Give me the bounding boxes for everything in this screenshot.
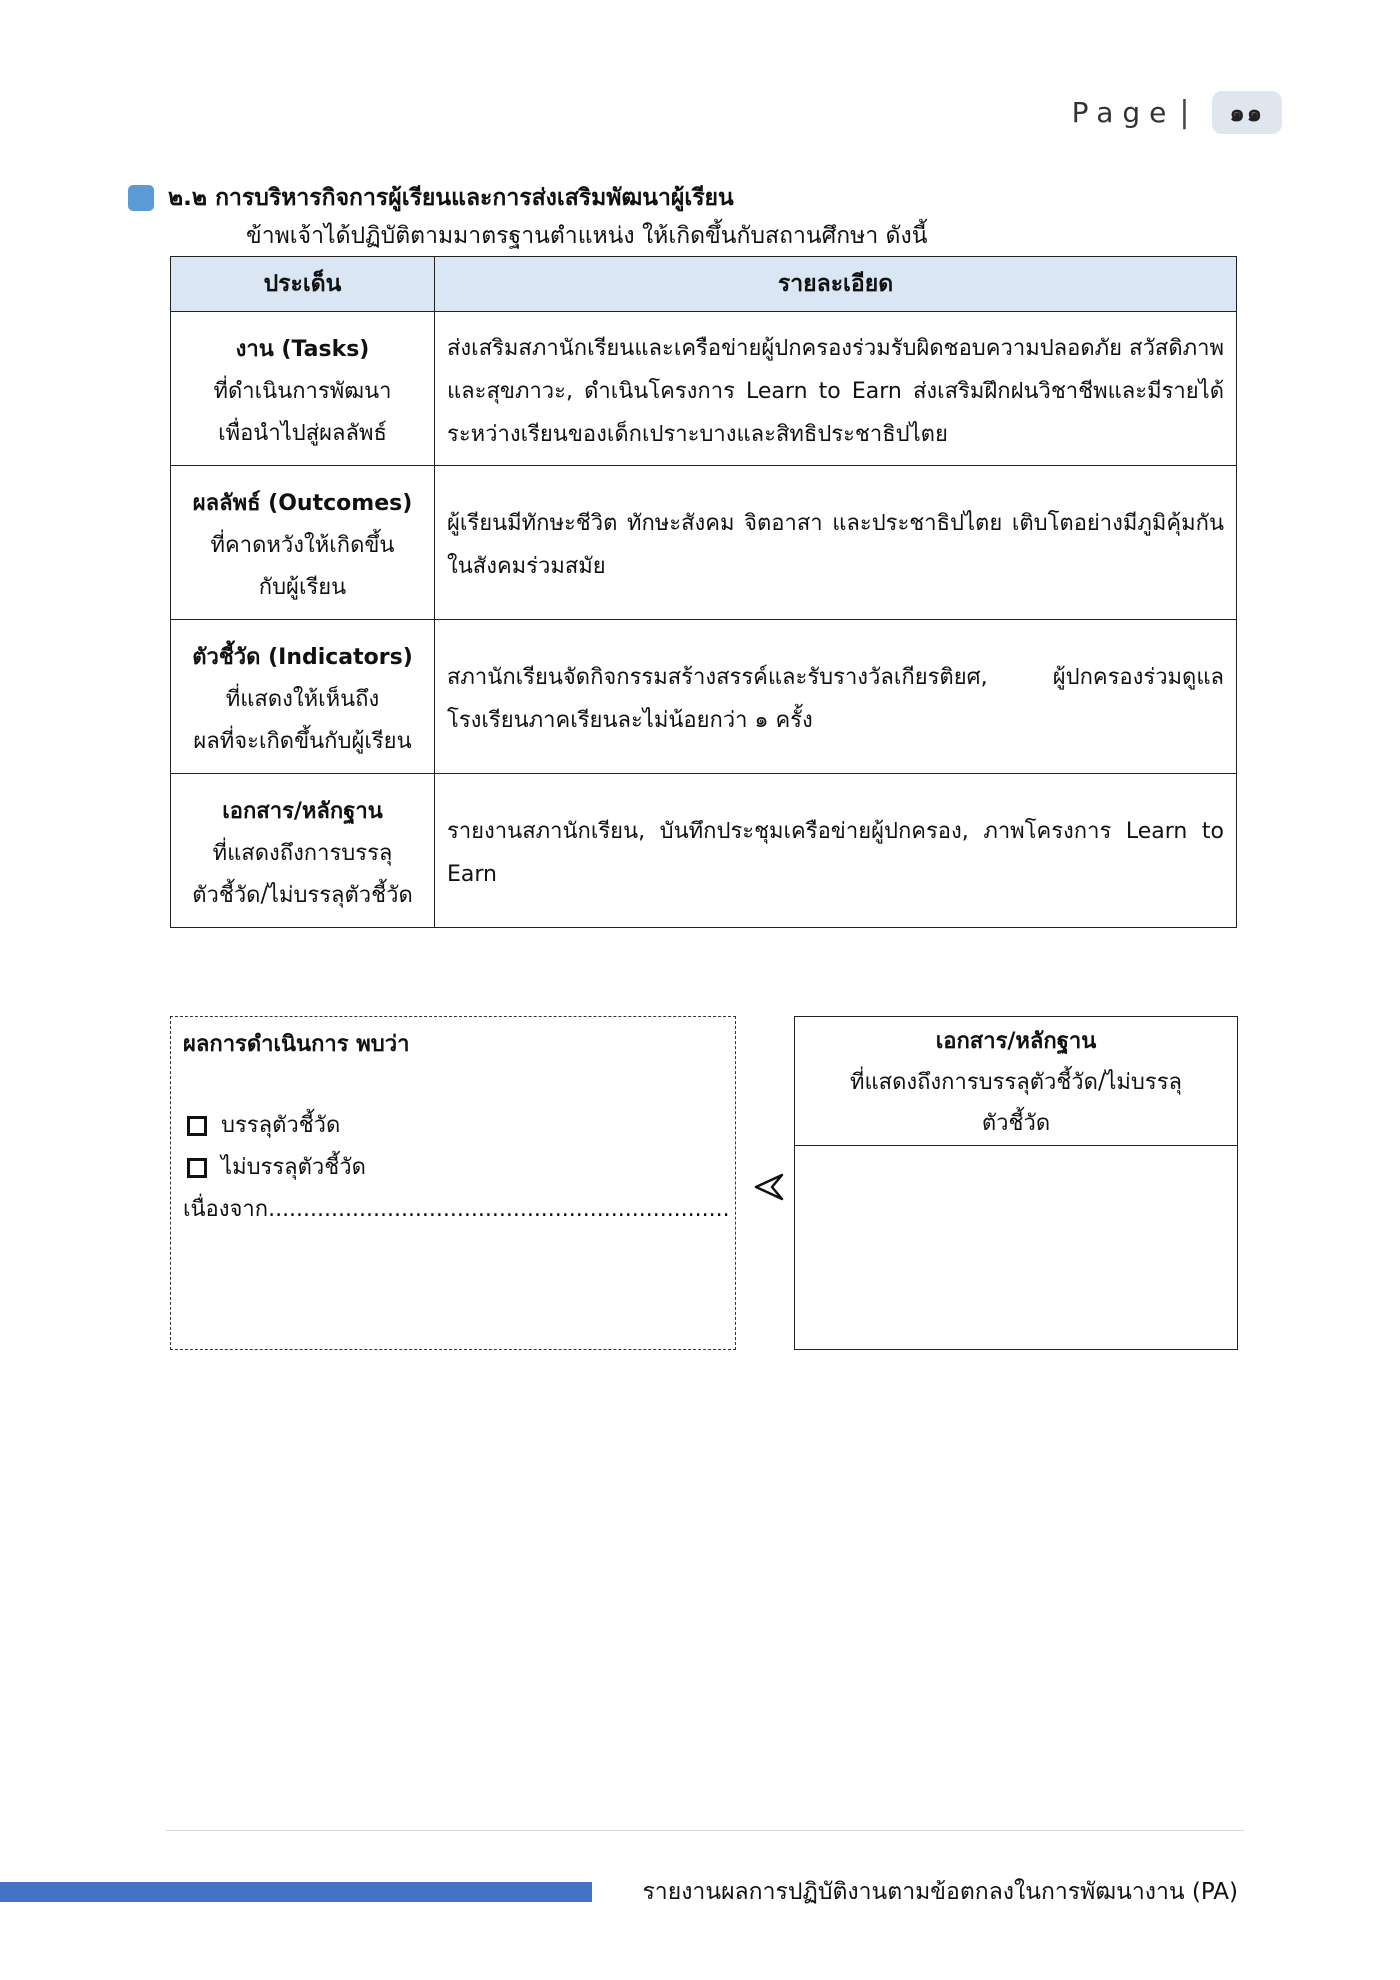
- row-label: [171, 312, 435, 466]
- page-number-badge: ๑๑: [1212, 91, 1282, 134]
- row-detail: ผู้เรียนมีทักษะชีวิต ทักษะสังคม จิตอาสา และประชาธิปไตย เติบโตอย่างมีภูมิคุ้มกันในสังคมร่วมสมัย: [435, 466, 1237, 620]
- row-label: [171, 620, 435, 774]
- evidence-line: ตัวชี้วัด: [981, 1111, 1051, 1136]
- reason-line: เนื่องจาก..................................................................: [183, 1197, 730, 1222]
- evidence-box: [794, 1016, 1238, 1350]
- row-label-sub: ผลที่จะเกิดขึ้นกับผู้เรียน: [193, 729, 412, 754]
- row-label-sub: ที่แสดงให้เห็นถึง: [225, 687, 380, 712]
- option-not-achieved: [183, 1147, 723, 1189]
- page-word: Page: [1071, 95, 1176, 129]
- row-label-sub: ที่แสดงถึงการบรรลุ: [212, 841, 393, 866]
- arrow-left-icon: [754, 1172, 784, 1210]
- header-detail: รายละเอียด: [435, 257, 1237, 312]
- table-row: [171, 620, 1237, 774]
- not-achieved-checkbox[interactable]: [187, 1158, 207, 1178]
- row-label-sub: ที่คาดหวังให้เกิดขึ้น: [210, 533, 395, 558]
- table-header-row: [171, 257, 1237, 312]
- row-detail: สภานักเรียนจัดกิจกรรมสร้างสรรค์และรับรางวัลเกียรติยศ, ผู้ปกครองร่วมดูแลโรงเรียนภาคเรียนละไม่น้อยกว่า ๑ ครั้ง: [435, 620, 1237, 774]
- section-intro: ข้าพเจ้าได้ปฏิบัติตามมาตรฐานตำแหน่ง ให้เกิดขึ้นกับสถานศึกษา ดังนี้: [246, 223, 928, 249]
- row-label-lead: ผลลัพธ์ (Outcomes): [192, 491, 413, 516]
- row-label-lead: เอกสาร/หลักฐาน: [222, 799, 383, 824]
- result-heading: ผลการดำเนินการ พบว่า: [183, 1032, 410, 1057]
- table-row: [171, 312, 1237, 466]
- result-box: [170, 1016, 736, 1350]
- table-row: [171, 466, 1237, 620]
- row-label-lead: ตัวชี้วัด (Indicators): [192, 645, 413, 670]
- section-title: ๒.๒ การบริหารกิจการผู้เรียนและการส่งเสริมพัฒนาผู้เรียน: [168, 185, 734, 211]
- header-topic: ประเด็น: [171, 257, 435, 312]
- row-label: [171, 466, 435, 620]
- page-divider: |: [1179, 94, 1190, 130]
- footer-accent-bar: [0, 1882, 592, 1902]
- not-achieved-label: ไม่บรรลุตัวชี้วัด: [221, 1155, 366, 1180]
- row-label-lead: งาน (Tasks): [235, 337, 370, 362]
- standards-table: [170, 256, 1237, 928]
- section-heading: [128, 180, 734, 216]
- row-label-sub: เพื่อนำไปสู่ผลลัพธ์: [218, 421, 387, 446]
- row-label-sub: ตัวชี้วัด/ไม่บรรลุตัวชี้วัด: [192, 883, 413, 908]
- evidence-lead: เอกสาร/หลักฐาน: [935, 1029, 1097, 1054]
- table-row: [171, 774, 1237, 928]
- arrow-left-icon-graphic: [754, 1172, 784, 1202]
- row-detail: ส่งเสริมสภานักเรียนและเครือข่ายผู้ปกครองร่วมรับผิดชอบความปลอดภัย สวัสดิภาพ และสุขภาวะ, ดำเนินโครงการ Learn to Earn ส่งเสริมฝึกฝนวิชาชีพและมีรายได้ระหว่างเรียนของเด็กเปราะบางและสิทธิประชาธิปไตย: [435, 312, 1237, 466]
- row-label: [171, 774, 435, 928]
- footer-divider: [166, 1830, 1244, 1831]
- achieved-checkbox[interactable]: [187, 1116, 207, 1136]
- option-achieved: [183, 1105, 723, 1147]
- page-number-label: [1072, 92, 1282, 132]
- evidence-line: ที่แสดงถึงการบรรลุตัวชี้วัด/ไม่บรรลุ: [849, 1070, 1183, 1095]
- achieved-label: บรรลุตัวชี้วัด: [221, 1113, 341, 1138]
- row-detail: รายงานสภานักเรียน, บันทึกประชุมเครือข่ายผู้ปกครอง, ภาพโครงการ Learn to Earn: [435, 774, 1237, 928]
- evidence-header: [795, 1017, 1237, 1146]
- row-label-sub: กับผู้เรียน: [258, 575, 347, 600]
- section-bullet-icon: [128, 185, 154, 211]
- row-label-sub: ที่ดำเนินการพัฒนา: [213, 379, 392, 404]
- footer-text: รายงานผลการปฏิบัติงานตามข้อตกลงในการพัฒนางาน (PA): [642, 1879, 1238, 1905]
